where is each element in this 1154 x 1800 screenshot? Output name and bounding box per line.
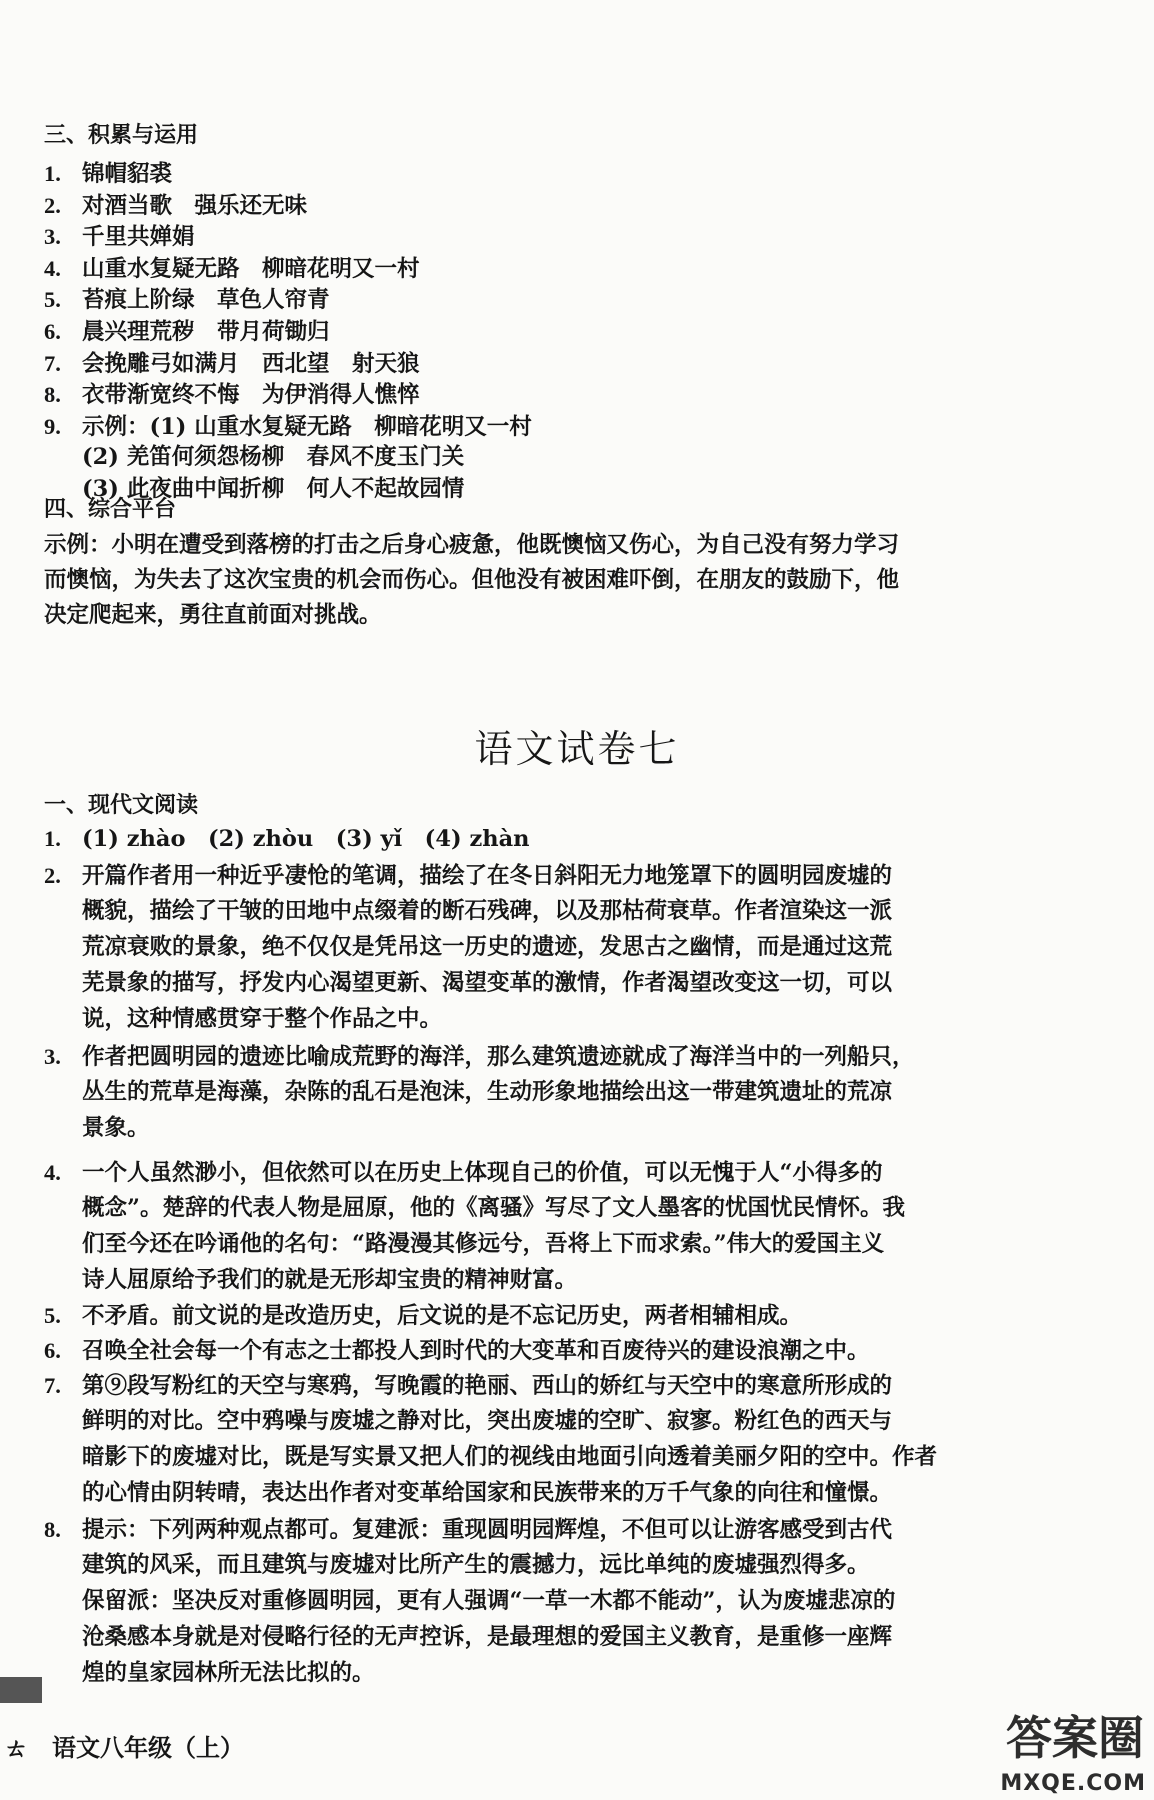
line-text: 衣带渐宽终不悔 为伊消得人憔悴 [82,382,420,408]
footer-text: ㄊ 语文八年级（上） [4,1733,244,1762]
item-number: 3. [44,1044,61,1069]
answer-q5 [44,1300,802,1332]
answer-line-8 [44,379,420,411]
answer-line-1 [44,158,172,190]
item-number: 2. [44,193,61,218]
answer-q2-cont [82,1004,442,1035]
item-number: 5. [44,1303,61,1328]
line-text: 芜景象的描写，抒发内心渴望更新、渴望变革的激情，作者渴望改变这一切，可以 [82,970,893,996]
answer-line-7 [44,348,420,380]
exam-title: 语文试卷七 [474,727,680,771]
line-text: 第⑨段写粉红的天空与寒鸦，写晚霞的艳丽、西山的娇红与天空中的寒意所形成的 [82,1373,893,1399]
answer-q2-cont [82,968,892,999]
watermark-logo [968,1698,1154,1800]
watermark-url: MXQE.COM [1000,1771,1146,1796]
item-number: 7. [44,351,61,376]
paragraph-line [44,530,899,561]
item-number: 9. [44,414,61,439]
answer-q8 [44,1514,892,1546]
answer-q4-cont [82,1229,884,1260]
answer-q2-cont [82,932,892,963]
line-text: 鲜明的对比。空中鸦噪与废墟之静对比，突出废墟的空旷、寂寥。粉红色的西天与 [82,1408,893,1434]
line-text: 作者把圆明园的遗迹比喻成荒野的海洋，那么建筑遗迹就成了海洋当中的一列船只， [82,1044,915,1070]
line-text: 苔痕上阶绿 草色人帘青 [82,287,330,313]
line-text: 概念”。楚辞的代表人物是屈原，他的《离骚》写尽了文人墨客的忧国忧民情怀。我 [82,1195,905,1221]
answer-q8-cont [82,1658,375,1689]
item-number: 3. [44,224,61,249]
answer-q1 [44,823,530,855]
answer-line-4 [44,253,420,285]
line-text: 丛生的荒草是海藻，杂陈的乱石是泡沫，生动形象地描绘出这一带建筑遗址的荒凉 [82,1079,893,1105]
line-text: 概貌，描绘了干皱的田地中点缀着的断石残碑，以及那枯荷衰草。作者渲染这一派 [82,898,893,924]
item-number: 7. [44,1373,61,1398]
item-number: 2. [44,863,61,888]
line-text: 荒凉衰败的景象，绝不仅仅是凭吊这一历史的遗迹，发思古之幽情，而是通过这荒 [82,934,893,960]
line-text: 一个人虽然渺小，但依然可以在历史上体现自己的价值，可以无愧于人“小得多的 [82,1160,883,1186]
line-text: 开篇作者用一种近乎凄怆的笔调，描绘了在冬日斜阳无力地笼罩下的圆明园废墟的 [82,863,893,889]
line-text: 锦帽貂裘 [82,161,173,187]
answer-q7-cont [82,1442,937,1473]
answer-q4-cont [82,1265,577,1296]
item-number: 6. [44,319,61,344]
line-text: 而懊恼，为失去了这次宝贵的机会而伤心。但他没有被困难吓倒，在朋友的鼓励下，他 [44,567,900,593]
answer-q8-cont [82,1550,870,1581]
answer-q2-cont [82,896,892,927]
line-text: (2) 羌笛何须怨杨柳 春风不度玉门关 [82,444,465,470]
line-text: 们至今还在吟诵他的名句：“路漫漫其修远兮，吾将上下而求索。”伟大的爱国主义 [82,1231,885,1257]
item-number: 4. [44,256,61,281]
answer-q7-cont [82,1406,892,1437]
line-text: 示例：(1) 山重水复疑无路 柳暗花明又一村 [82,414,532,440]
line-text: 会挽雕弓如满月 西北望 射天狼 [82,351,420,377]
page-number-bar [0,1677,42,1703]
answer-subline [82,442,464,473]
paragraph-line [44,600,382,631]
line-text: 召唤全社会每一个有志之士都投人到时代的大变革和百废待兴的建设浪潮之中。 [82,1338,870,1364]
line-text: 暗影下的废墟对比，既是写实景又把人们的视线由地面引向透着美丽夕阳的空中。作者 [82,1444,938,1470]
line-text: 提示：下列两种观点都可。复建派：重现圆明园辉煌，不但可以让游客感受到古代 [82,1517,893,1543]
line-text: 示例：小明在遭受到落榜的打击之后身心疲惫，他既懊恼又伤心，为自己没有努力学习 [44,532,900,558]
answer-line-6 [44,316,330,348]
section-heading-3: 三、积累与运用 [44,122,199,148]
item-number: 4. [44,1160,61,1185]
line-text: 晨兴理荒秽 带月荷锄归 [82,319,330,345]
paragraph-line [44,565,899,596]
line-text: 的心情由阴转晴，表达出作者对变革给国家和民族带来的万千气象的向往和憧憬。 [82,1480,893,1506]
section-heading-4: 四、综合平台 [44,496,177,522]
answer-line-3 [44,221,195,253]
line-text: 千里共婵娟 [82,224,195,250]
answer-q8-cont [82,1622,892,1653]
line-text: (3) 此夜曲中闻折柳 何人不起故园情 [82,476,465,502]
answer-q8-cont [82,1586,895,1617]
line-text: 诗人屈原给予我们的就是无形却宝贵的精神财富。 [82,1267,578,1293]
answer-q3-cont [82,1077,892,1108]
answer-q7-cont [82,1478,892,1509]
line-text: 山重水复疑无路 柳暗花明又一村 [82,256,420,282]
item-number: 8. [44,1517,61,1542]
answer-q6 [44,1335,870,1367]
line-text: 景象。 [82,1115,150,1141]
watermark-brand: 答案圈 [1006,1711,1144,1765]
line-text: 建筑的风采，而且建筑与废墟对比所产生的震撼力，远比单纯的废墟强烈得多。 [82,1552,870,1578]
answer-q3-cont [82,1113,150,1144]
answer-line-2 [44,190,307,222]
line-text: 决定爬起来，勇往直前面对挑战。 [44,602,382,628]
item-number: 6. [44,1338,61,1363]
answer-q2 [44,860,892,892]
section-heading-modern-reading: 一、现代文阅读 [44,792,199,818]
line-text: 煌的皇家园林所无法比拟的。 [82,1660,375,1686]
line-text: 说，这种情感贯穿于整个作品之中。 [82,1006,443,1032]
item-number: 1. [44,826,61,851]
line-text: 沧桑感本身就是对侵略行径的无声控诉，是最理想的爱国主义教育，是重修一座辉 [82,1624,893,1650]
line-text: 不矛盾。前文说的是改造历史，后文说的是不忘记历史，两者相辅相成。 [82,1303,803,1329]
line-text: (1) zhào (2) zhòu (3) yǐ (4) zhàn [82,826,530,852]
item-number: 1. [44,161,61,186]
answer-q7 [44,1370,892,1402]
line-text: 保留派：坚决反对重修圆明园，更有人强调“一草一木都不能动”，认为废墟悲凉的 [82,1588,896,1614]
answer-line-9 [44,411,532,443]
line-text: 对酒当歌 强乐还无味 [82,193,308,219]
answer-q3 [44,1041,915,1073]
item-number: 8. [44,382,61,407]
answer-q4 [44,1157,882,1189]
answer-q4-cont [82,1193,905,1224]
item-number: 5. [44,287,61,312]
answer-line-5 [44,284,330,316]
